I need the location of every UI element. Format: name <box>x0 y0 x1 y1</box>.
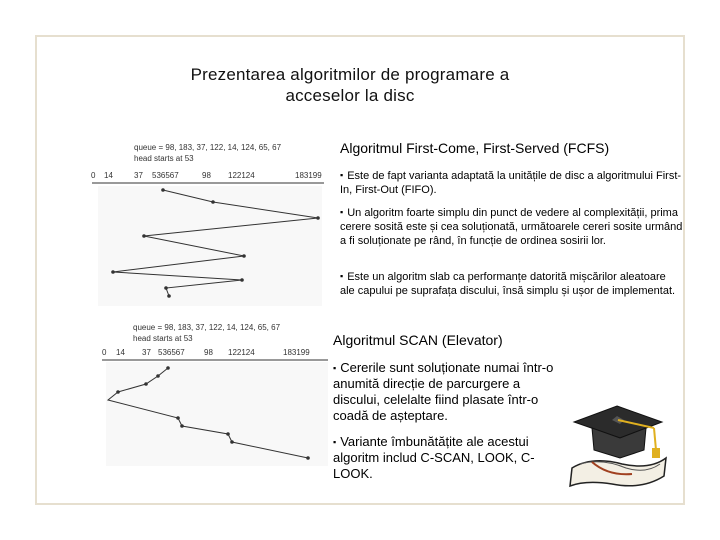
fcfs-diagram-svg <box>88 140 328 310</box>
scan-bullet-2-text: Variante îmbunătățite ale acestui algoritm includ C-SCAN, LOOK, C-LOOK. <box>333 434 535 481</box>
slide-title-line-1: Prezentarea algoritmilor de programare a <box>190 65 510 84</box>
scan-tick-14: 14 <box>116 348 125 357</box>
bullet-marker-icon: ▪ <box>340 170 344 180</box>
fcfs-bullet-1-text: Este de fapt varianta adaptată la unitățile de disc a algoritmului First-In, First-Out (FIFO). <box>340 170 682 196</box>
fcfs-tick-37: 37 <box>134 171 143 180</box>
bullet-marker-icon: ▪ <box>340 271 344 281</box>
scan-tick-183199: 183199 <box>283 348 310 357</box>
bullet-marker-icon: ▪ <box>333 363 337 373</box>
fcfs-heading: Algoritmul First-Come, First-Served (FCFS) <box>340 140 610 156</box>
fcfs-head-label: head starts at 53 <box>134 154 194 163</box>
graduation-cap-icon <box>562 398 672 498</box>
bullet-marker-icon: ▪ <box>340 207 344 217</box>
slide-title-line-2: acceselor la disc <box>285 86 415 105</box>
fcfs-bullet-3 <box>340 269 680 298</box>
scan-bullet-1 <box>333 360 555 424</box>
scan-queue-label: queue = 98, 183, 37, 122, 14, 124, 65, 67 <box>133 323 281 332</box>
fcfs-tick-183199: 183199 <box>295 171 322 180</box>
scan-tick-37: 37 <box>142 348 151 357</box>
fcfs-tick-122124: 122124 <box>228 171 255 180</box>
fcfs-diagram <box>88 140 328 310</box>
scan-heading: Algoritmul SCAN (Elevator) <box>333 332 503 348</box>
slide-title <box>120 64 580 106</box>
scan-tick-122124: 122124 <box>228 348 255 357</box>
fcfs-tick-98: 98 <box>202 171 211 180</box>
scan-tick-98: 98 <box>204 348 213 357</box>
fcfs-bullet-2 <box>340 205 688 248</box>
fcfs-bullet-3-text: Este un algoritm slab ca performanțe datorită mișcărilor aleatoare ale capului pe suprafața discului, însă simplu și ușor de implementat. <box>340 271 676 297</box>
fcfs-tick-0: 0 <box>91 171 96 180</box>
fcfs-queue-label: queue = 98, 183, 37, 122, 14, 124, 65, 67 <box>134 143 282 152</box>
scan-diagram-svg <box>98 318 333 468</box>
scan-bullet-1-text: Cererile sunt soluționate numai într-o anumită direcție de parcurgere a discului, celelalte fiind plasate într-o coadă de așteptare. <box>333 360 554 423</box>
fcfs-tick-536567: 536567 <box>152 171 179 180</box>
scan-head-label: head starts at 53 <box>133 334 193 343</box>
graduation-cap-svg <box>562 398 672 498</box>
fcfs-bullet-1 <box>340 168 685 197</box>
bullet-marker-icon: ▪ <box>333 437 337 447</box>
scan-tick-0: 0 <box>102 348 107 357</box>
fcfs-bullet-2-text: Un algoritm foarte simplu din punct de vedere al complexității, prima cerere sosită este și cea soluționată, următoarele cereri sosite urmând a fi soluționate pe rând, în funcție de ordinea sosirii lor. <box>340 207 683 247</box>
scan-diagram <box>98 318 333 468</box>
scan-bullet-2 <box>333 434 555 482</box>
scan-tick-536567: 536567 <box>158 348 185 357</box>
fcfs-tick-14: 14 <box>104 171 113 180</box>
